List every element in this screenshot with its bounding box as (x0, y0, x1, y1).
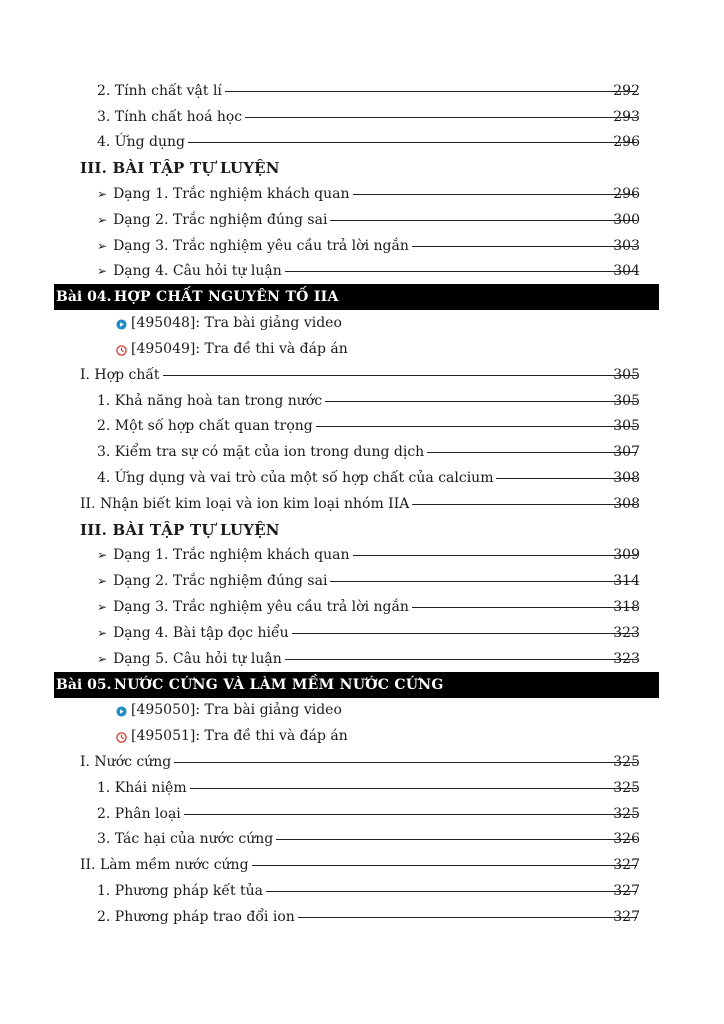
toc-entry[interactable] (0, 465, 724, 491)
toc-label: 3. Tác hại của nước cứng (97, 831, 274, 848)
clock-icon (116, 345, 127, 356)
page-number: 296 (613, 134, 640, 151)
page-number: 325 (613, 754, 640, 771)
toc-label: 4. Ứng dụng và vai trò của một số hợp chất của calcium (97, 470, 494, 487)
lesson-number: Bài 04. (56, 289, 112, 306)
toc-label: 3. Tính chất hoá học (97, 108, 243, 125)
toc-entry[interactable] (0, 775, 724, 801)
leader-line (225, 90, 637, 92)
toc-entry[interactable] (0, 388, 724, 414)
leader-line (190, 787, 637, 789)
toc-label: II. Làm mềm nước cứng (80, 857, 249, 874)
arrow-bullet-icon: ➢ (97, 212, 108, 227)
toc-entry[interactable] (0, 827, 724, 853)
section-heading (0, 155, 724, 181)
arrow-bullet-icon: ➢ (97, 238, 108, 253)
leader-line (174, 761, 637, 763)
page-number: 327 (613, 857, 640, 874)
toc-entry[interactable] (0, 439, 724, 465)
toc-label: I. Hợp chất (80, 366, 160, 383)
arrow-bullet-icon: ➢ (97, 574, 108, 589)
page-number: 326 (613, 831, 640, 848)
leader-line (427, 451, 637, 453)
heading-text: III. BÀI TẬP TỰ LUYỆN (80, 159, 280, 178)
lesson-header-bai05[interactable] (54, 672, 659, 698)
toc-label: 4. Ứng dụng (97, 134, 185, 151)
leader-line (276, 838, 637, 840)
toc-entry[interactable] (0, 904, 724, 930)
leader-line (298, 916, 637, 918)
page-number: 314 (613, 573, 640, 590)
toc-entry[interactable] (0, 78, 724, 104)
toc-label: 1. Phương pháp kết tủa (97, 883, 264, 899)
toc-label: Dạng 4. Bài tập đọc hiểu (113, 624, 289, 641)
toc-label: 2. Một số hợp chất quan trọng (97, 418, 313, 435)
exam-link-text: [495051]: Tra đề thi và đáp án (131, 728, 348, 745)
toc-label: 2. Phân loại (97, 805, 181, 822)
arrow-bullet-icon: ➢ (97, 187, 108, 202)
toc-label: II. Nhận biết kim loại và ion kim loại nhóm IIA (80, 495, 410, 512)
page-number: 323 (613, 624, 640, 641)
page-number: 305 (613, 392, 640, 409)
leader-line (188, 141, 637, 143)
toc-entry[interactable] (0, 878, 724, 904)
toc-entry[interactable] (0, 568, 724, 594)
toc-entry[interactable] (0, 233, 724, 259)
page-number: 305 (613, 366, 640, 383)
toc-label: 1. Khái niệm (97, 779, 187, 796)
leader-line (285, 658, 637, 660)
leader-line (292, 632, 637, 634)
play-circle-icon (116, 319, 127, 330)
leader-line (353, 554, 637, 556)
video-link-text: [495050]: Tra bài giảng video (131, 702, 342, 719)
lesson-header-bai04[interactable] (54, 284, 659, 310)
arrow-bullet-icon: ➢ (97, 600, 108, 615)
lesson-title: NƯỚC CỨNG VÀ LÀM MỀM NƯỚC CỨNG (114, 676, 444, 693)
toc-label: Dạng 2. Trắc nghiệm đúng sai (113, 211, 328, 228)
leader-line (163, 374, 637, 376)
page-number: 303 (613, 237, 640, 254)
toc-entry[interactable] (0, 594, 724, 620)
video-link-text: [495048]: Tra bài giảng video (131, 315, 342, 332)
lesson-number: Bài 05. (56, 676, 112, 693)
toc-entry[interactable] (0, 181, 724, 207)
page-number: 327 (613, 908, 640, 925)
leader-line (285, 270, 637, 272)
toc-entry[interactable] (0, 620, 724, 646)
page-number: 325 (613, 779, 640, 796)
leader-line (245, 116, 637, 118)
toc-page (0, 78, 724, 930)
page-number: 308 (613, 495, 640, 512)
toc-label: 3. Kiểm tra sự có mặt của ion trong dung dịch (97, 444, 425, 461)
toc-label: Dạng 4. Câu hỏi tự luận (113, 263, 282, 280)
leader-line (325, 400, 637, 402)
page-number: 327 (613, 883, 640, 899)
page-number: 318 (613, 599, 640, 616)
toc-label: Dạng 3. Trắc nghiệm yêu cầu trả lời ngắn (113, 237, 409, 254)
arrow-bullet-icon: ➢ (97, 264, 108, 279)
arrow-bullet-icon: ➢ (97, 625, 108, 640)
toc-entry[interactable] (0, 801, 724, 827)
toc-label: Dạng 2. Trắc nghiệm đúng sai (113, 573, 328, 590)
toc-entry[interactable] (0, 362, 724, 388)
page-number: 304 (613, 263, 640, 280)
toc-entry[interactable] (0, 852, 724, 878)
leader-line (412, 503, 637, 505)
toc-entry[interactable] (0, 414, 724, 440)
toc-label: Dạng 1. Trắc nghiệm khách quan (113, 547, 350, 564)
page-number: 305 (613, 418, 640, 435)
leader-line (353, 193, 637, 195)
toc-entry[interactable] (0, 646, 724, 672)
heading-text: III. BÀI TẬP TỰ LUYỆN (80, 520, 280, 539)
page-number: 323 (613, 650, 640, 667)
toc-entry[interactable] (0, 749, 724, 775)
leader-line (184, 813, 637, 815)
leader-line (330, 219, 637, 221)
arrow-bullet-icon: ➢ (97, 548, 108, 563)
toc-entry[interactable] (0, 207, 724, 233)
leader-line (412, 606, 637, 608)
toc-entry[interactable] (0, 259, 724, 285)
page-number: 308 (613, 470, 640, 487)
toc-entry[interactable] (0, 543, 724, 569)
leader-line (252, 864, 637, 866)
toc-label: 2. Phương pháp trao đổi ion (97, 908, 295, 925)
toc-label: 1. Khả năng hoà tan trong nước (97, 392, 323, 409)
page-number: 325 (613, 805, 640, 822)
page-number: 292 (613, 82, 640, 99)
video-link[interactable] (0, 698, 724, 724)
page-number: 293 (613, 108, 640, 125)
leader-line (330, 580, 637, 582)
arrow-bullet-icon: ➢ (97, 651, 108, 666)
section-heading (0, 517, 724, 543)
exam-link-text: [495049]: Tra đề thi và đáp án (131, 341, 348, 358)
toc-label: I. Nước cứng (80, 754, 172, 771)
exam-link[interactable] (0, 723, 724, 749)
toc-label: Dạng 1. Trắc nghiệm khách quan (113, 186, 350, 203)
toc-label: Dạng 5. Câu hỏi tự luận (113, 650, 282, 667)
play-circle-icon (116, 706, 127, 717)
page-number: 307 (613, 444, 640, 461)
page-number: 300 (613, 211, 640, 228)
exam-link[interactable] (0, 336, 724, 362)
toc-entry[interactable] (0, 491, 724, 517)
lesson-title: HỢP CHẤT NGUYÊN TỐ IIA (114, 289, 339, 306)
leader-line (412, 245, 637, 247)
leader-line (316, 425, 637, 427)
toc-entry[interactable] (0, 104, 724, 130)
toc-entry[interactable] (0, 130, 724, 156)
page-number: 309 (613, 547, 640, 564)
page-number: 296 (613, 186, 640, 203)
toc-label: 2. Tính chất vật lí (97, 82, 222, 99)
video-link[interactable] (0, 310, 724, 336)
leader-line (266, 890, 637, 892)
toc-label: Dạng 3. Trắc nghiệm yêu cầu trả lời ngắn (113, 599, 409, 616)
clock-icon (116, 732, 127, 743)
